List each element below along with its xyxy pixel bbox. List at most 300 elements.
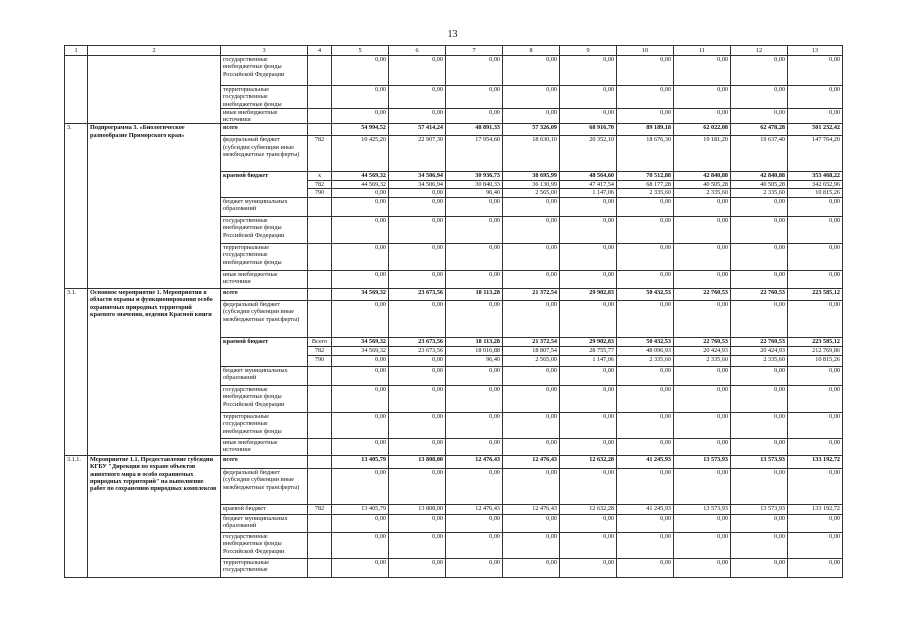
amount-cell: 21 372,54 xyxy=(503,289,560,301)
amount-cell: 0,00 xyxy=(389,367,446,386)
funding-source: государственные внебюджетные фонды Российской Федерации xyxy=(221,533,308,559)
column-header: 7 xyxy=(446,46,503,56)
item-name: Основное мероприятие 1. Мероприятия в области охраны и функционирования особо охраняемых природных территорий краевого значения, ведения Красной книги xyxy=(88,289,221,456)
amount-cell: 13 573,93 xyxy=(731,456,788,469)
budget-code xyxy=(308,533,332,559)
amount-cell: 47 417,54 xyxy=(560,180,617,188)
amount-cell: 57 326,09 xyxy=(503,124,560,136)
amount-cell: 0,00 xyxy=(788,198,843,217)
budget-code xyxy=(308,301,332,338)
table-row xyxy=(65,56,843,86)
amount-cell: 223 585,12 xyxy=(788,338,843,347)
amount-cell: 34 569,32 xyxy=(332,289,389,301)
budget-code xyxy=(308,198,332,217)
budget-code xyxy=(308,456,332,469)
funding-source: государственные внебюджетные фонды Российской Федерации xyxy=(221,56,308,86)
amount-cell: 0,00 xyxy=(731,244,788,271)
amount-cell: 0,00 xyxy=(560,386,617,413)
amount-cell: 147 764,20 xyxy=(788,136,843,172)
amount-cell: 0,00 xyxy=(788,86,843,109)
budget-code xyxy=(308,386,332,413)
budget-code: 782 xyxy=(308,505,332,515)
funding-source: территориальные государственные xyxy=(221,559,308,578)
amount-cell: 0,00 xyxy=(788,108,843,124)
amount-cell: 42 840,88 xyxy=(674,172,731,180)
budget-code: 790 xyxy=(308,189,332,198)
amount-cell: 0,00 xyxy=(617,367,674,386)
amount-cell: 0,00 xyxy=(674,367,731,386)
amount-cell: 20 424,93 xyxy=(731,347,788,356)
amount-cell: 2 335,60 xyxy=(674,189,731,198)
amount-cell: 18 676,30 xyxy=(617,136,674,172)
amount-cell: 12 476,43 xyxy=(446,456,503,469)
amount-cell: 0,00 xyxy=(731,439,788,456)
amount-cell: 50 432,53 xyxy=(617,289,674,301)
funding-source: территориальные государственные внебюджетные фонды xyxy=(221,86,308,109)
amount-cell: 0,00 xyxy=(503,367,560,386)
funding-source: краевой бюджет xyxy=(221,505,308,515)
amount-cell: 0,00 xyxy=(332,108,389,124)
column-header: 3 xyxy=(221,46,308,56)
amount-cell: 0,00 xyxy=(389,559,446,578)
budget-code xyxy=(308,108,332,124)
amount-cell: 0,00 xyxy=(503,271,560,289)
amount-cell: 68 177,28 xyxy=(617,180,674,188)
amount-cell: 0,00 xyxy=(560,108,617,124)
amount-cell: 17 954,60 xyxy=(446,136,503,172)
amount-cell: 12 476,43 xyxy=(503,456,560,469)
amount-cell: 0,00 xyxy=(617,301,674,338)
funding-source: территориальные государственные внебюджетные фонды xyxy=(221,413,308,439)
amount-cell: 2 335,60 xyxy=(731,189,788,198)
amount-cell: 34 569,32 xyxy=(332,347,389,356)
budget-code xyxy=(308,56,332,86)
amount-cell: 1 147,06 xyxy=(560,189,617,198)
funding-source: иные внебюджетные источники xyxy=(221,271,308,289)
amount-cell: 10 815,26 xyxy=(788,356,843,367)
amount-cell: 0,00 xyxy=(446,439,503,456)
page-number: 13 xyxy=(447,29,458,40)
amount-cell: 34 506,94 xyxy=(389,172,446,180)
amount-cell: 0,00 xyxy=(731,108,788,124)
amount-cell: 10 425,20 xyxy=(332,136,389,172)
table-body xyxy=(65,56,843,578)
amount-cell: 0,00 xyxy=(674,56,731,86)
column-header: 4 xyxy=(308,46,332,56)
item-number xyxy=(65,56,88,124)
amount-cell: 0,00 xyxy=(560,217,617,244)
amount-cell: 44 569,32 xyxy=(332,180,389,188)
amount-cell: 41 245,93 xyxy=(617,456,674,469)
amount-cell: 13 573,93 xyxy=(674,456,731,469)
amount-cell: 96,40 xyxy=(446,189,503,198)
amount-cell: 0,00 xyxy=(389,469,446,505)
amount-cell: 0,00 xyxy=(674,515,731,533)
amount-cell: 0,00 xyxy=(560,367,617,386)
amount-cell: 0,00 xyxy=(617,217,674,244)
amount-cell: 0,00 xyxy=(332,189,389,198)
funding-source: всего xyxy=(221,456,308,469)
budget-code xyxy=(308,413,332,439)
amount-cell: 0,00 xyxy=(332,198,389,217)
amount-cell: 2 565,00 xyxy=(503,189,560,198)
funding-source: бюджет муниципальных образований xyxy=(221,198,308,217)
amount-cell: 353 468,22 xyxy=(788,172,843,180)
amount-cell: 2 335,60 xyxy=(617,356,674,367)
amount-cell: 0,00 xyxy=(674,533,731,559)
amount-cell: 0,00 xyxy=(332,301,389,338)
amount-cell: 0,00 xyxy=(731,367,788,386)
budget-code: 782 xyxy=(308,136,332,172)
amount-cell: 0,00 xyxy=(731,413,788,439)
amount-cell: 23 673,56 xyxy=(389,289,446,301)
amount-cell: 0,00 xyxy=(503,244,560,271)
amount-cell: 0,00 xyxy=(389,515,446,533)
item-name: Подпрограмма 3. «Биологическое разнообразие Приморского края» xyxy=(88,124,221,289)
amount-cell: 0,00 xyxy=(446,533,503,559)
amount-cell: 19 637,40 xyxy=(731,136,788,172)
amount-cell: 0,00 xyxy=(788,301,843,338)
amount-cell: 0,00 xyxy=(674,108,731,124)
amount-cell: 0,00 xyxy=(446,217,503,244)
amount-cell: 212 769,86 xyxy=(788,347,843,356)
amount-cell: 18 630,10 xyxy=(503,136,560,172)
amount-cell: 0,00 xyxy=(332,56,389,86)
column-header: 9 xyxy=(560,46,617,56)
column-header: 13 xyxy=(788,46,843,56)
amount-cell: 0,00 xyxy=(503,533,560,559)
amount-cell: 0,00 xyxy=(503,86,560,109)
column-header: 10 xyxy=(617,46,674,56)
item-name xyxy=(88,56,221,124)
column-header: 5 xyxy=(332,46,389,56)
amount-cell: 0,00 xyxy=(560,469,617,505)
amount-cell: 0,00 xyxy=(389,271,446,289)
amount-cell: 0,00 xyxy=(560,86,617,109)
amount-cell: 0,00 xyxy=(446,469,503,505)
amount-cell: 0,00 xyxy=(674,469,731,505)
budget-code: Всего xyxy=(308,338,332,347)
amount-cell: 0,00 xyxy=(503,198,560,217)
amount-cell: 68 916,70 xyxy=(560,124,617,136)
table-row xyxy=(65,456,843,469)
column-header: 6 xyxy=(389,46,446,56)
funding-source: краевой бюджет xyxy=(221,338,308,367)
amount-cell: 0,00 xyxy=(788,413,843,439)
amount-cell: 2 335,60 xyxy=(617,189,674,198)
amount-cell: 0,00 xyxy=(560,559,617,578)
amount-cell: 0,00 xyxy=(788,439,843,456)
amount-cell: 0,00 xyxy=(731,56,788,86)
amount-cell: 0,00 xyxy=(389,189,446,198)
amount-cell: 133 192,72 xyxy=(788,456,843,469)
amount-cell: 0,00 xyxy=(503,301,560,338)
column-header: 1 xyxy=(65,46,88,56)
budget-code: 782 xyxy=(308,180,332,188)
amount-cell: 12 476,43 xyxy=(446,505,503,515)
item-number: 3.1. xyxy=(65,289,88,456)
amount-cell: 70 512,88 xyxy=(617,172,674,180)
amount-cell: 0,00 xyxy=(332,217,389,244)
budget-code xyxy=(308,244,332,271)
amount-cell: 12 476,43 xyxy=(503,505,560,515)
amount-cell: 0,00 xyxy=(503,469,560,505)
amount-cell: 0,00 xyxy=(332,86,389,109)
amount-cell: 0,00 xyxy=(674,198,731,217)
amount-cell: 0,00 xyxy=(332,367,389,386)
amount-cell: 0,00 xyxy=(617,86,674,109)
amount-cell: 0,00 xyxy=(617,559,674,578)
amount-cell: 13 573,93 xyxy=(674,505,731,515)
amount-cell: 0,00 xyxy=(389,86,446,109)
amount-cell: 501 232,42 xyxy=(788,124,843,136)
amount-cell: 0,00 xyxy=(446,271,503,289)
amount-cell: 0,00 xyxy=(389,386,446,413)
amount-cell: 0,00 xyxy=(731,86,788,109)
amount-cell: 19 181,20 xyxy=(674,136,731,172)
amount-cell: 62 478,28 xyxy=(731,124,788,136)
amount-cell: 0,00 xyxy=(389,198,446,217)
amount-cell: 48 564,60 xyxy=(560,172,617,180)
amount-cell: 0,00 xyxy=(503,108,560,124)
amount-cell: 0,00 xyxy=(503,56,560,86)
amount-cell: 0,00 xyxy=(503,217,560,244)
amount-cell: 0,00 xyxy=(389,356,446,367)
amount-cell: 0,00 xyxy=(560,413,617,439)
amount-cell: 0,00 xyxy=(788,386,843,413)
budget-code xyxy=(308,86,332,109)
amount-cell: 0,00 xyxy=(446,559,503,578)
amount-cell: 342 652,96 xyxy=(788,180,843,188)
funding-source: иные внебюджетные источники xyxy=(221,439,308,456)
amount-cell: 22 760,53 xyxy=(674,289,731,301)
amount-cell: 0,00 xyxy=(674,439,731,456)
item-number: 3. xyxy=(65,124,88,289)
amount-cell: 0,00 xyxy=(389,56,446,86)
amount-cell: 0,00 xyxy=(731,533,788,559)
amount-cell: 0,00 xyxy=(617,271,674,289)
amount-cell: 0,00 xyxy=(617,515,674,533)
amount-cell: 0,00 xyxy=(560,271,617,289)
amount-cell: 0,00 xyxy=(560,533,617,559)
funding-source: краевой бюджет xyxy=(221,172,308,198)
amount-cell: 0,00 xyxy=(446,386,503,413)
amount-cell: 0,00 xyxy=(503,439,560,456)
budget-code xyxy=(308,217,332,244)
amount-cell: 0,00 xyxy=(617,108,674,124)
amount-cell: 40 505,28 xyxy=(731,180,788,188)
amount-cell: 54 994,52 xyxy=(332,124,389,136)
column-header: 12 xyxy=(731,46,788,56)
amount-cell: 10 815,26 xyxy=(788,189,843,198)
budget-code: 790 xyxy=(308,356,332,367)
budget-table xyxy=(64,45,843,578)
amount-cell: 0,00 xyxy=(503,386,560,413)
amount-cell: 0,00 xyxy=(332,515,389,533)
amount-cell: 0,00 xyxy=(446,413,503,439)
amount-cell: 48 891,33 xyxy=(446,124,503,136)
amount-cell: 0,00 xyxy=(731,515,788,533)
amount-cell: 0,00 xyxy=(560,198,617,217)
amount-cell: 22 760,53 xyxy=(674,338,731,347)
amount-cell: 0,00 xyxy=(788,244,843,271)
amount-cell: 0,00 xyxy=(446,56,503,86)
amount-cell: 0,00 xyxy=(731,217,788,244)
amount-cell: 12 632,28 xyxy=(560,505,617,515)
amount-cell: 0,00 xyxy=(332,356,389,367)
amount-cell: 34 506,94 xyxy=(389,180,446,188)
budget-code xyxy=(308,289,332,301)
column-header: 8 xyxy=(503,46,560,56)
item-name: Мероприятие 1.1. Предоставление субсидии КГБУ "Дирекция по охране объектов животного мира и особо охраняемых природных территорий" на выполнение работ по сохранению природных комплексов xyxy=(88,456,221,578)
amount-cell: 28 755,77 xyxy=(560,347,617,356)
amount-cell: 18 016,88 xyxy=(446,347,503,356)
amount-cell: 0,00 xyxy=(389,108,446,124)
amount-cell: 0,00 xyxy=(788,559,843,578)
amount-cell: 0,00 xyxy=(731,559,788,578)
amount-cell: 13 808,00 xyxy=(389,456,446,469)
table-row xyxy=(65,124,843,136)
amount-cell: 0,00 xyxy=(674,413,731,439)
amount-cell: 0,00 xyxy=(560,301,617,338)
amount-cell: 0,00 xyxy=(617,244,674,271)
funding-source: федеральный бюджет (субсидии субвенции иные межбюджетные трансферты) xyxy=(221,136,308,172)
amount-cell: 0,00 xyxy=(503,515,560,533)
column-header: 11 xyxy=(674,46,731,56)
amount-cell: 0,00 xyxy=(674,244,731,271)
amount-cell: 0,00 xyxy=(332,386,389,413)
amount-cell: 30 936,73 xyxy=(446,172,503,180)
amount-cell: 0,00 xyxy=(674,386,731,413)
budget-code: х xyxy=(308,172,332,180)
amount-cell: 96,40 xyxy=(446,356,503,367)
amount-cell: 13 808,00 xyxy=(389,505,446,515)
budget-code xyxy=(308,559,332,578)
funding-source: иные внебюджетные источники xyxy=(221,108,308,124)
amount-cell: 57 414,24 xyxy=(389,124,446,136)
funding-source: всего xyxy=(221,124,308,136)
amount-cell: 36 130,99 xyxy=(503,180,560,188)
amount-cell: 0,00 xyxy=(389,244,446,271)
amount-cell: 18 113,28 xyxy=(446,289,503,301)
funding-source: бюджет муниципальных образований xyxy=(221,367,308,386)
amount-cell: 0,00 xyxy=(560,439,617,456)
amount-cell: 0,00 xyxy=(674,559,731,578)
funding-source: территориальные государственные внебюджетные фонды xyxy=(221,244,308,271)
funding-source: государственные внебюджетные фонды Российской Федерации xyxy=(221,217,308,244)
amount-cell: 0,00 xyxy=(788,515,843,533)
amount-cell: 0,00 xyxy=(332,533,389,559)
amount-cell: 0,00 xyxy=(617,439,674,456)
amount-cell: 0,00 xyxy=(446,367,503,386)
amount-cell: 0,00 xyxy=(332,559,389,578)
amount-cell: 62 022,08 xyxy=(674,124,731,136)
amount-cell: 0,00 xyxy=(788,271,843,289)
amount-cell: 38 695,99 xyxy=(503,172,560,180)
budget-code xyxy=(308,469,332,505)
amount-cell: 0,00 xyxy=(788,533,843,559)
budget-code xyxy=(308,515,332,533)
amount-cell: 18 113,28 xyxy=(446,338,503,347)
amount-cell: 0,00 xyxy=(560,56,617,86)
amount-cell: 0,00 xyxy=(332,469,389,505)
amount-cell: 0,00 xyxy=(731,386,788,413)
amount-cell: 0,00 xyxy=(617,386,674,413)
amount-cell: 0,00 xyxy=(788,367,843,386)
amount-cell: 44 569,32 xyxy=(332,172,389,180)
amount-cell: 23 673,56 xyxy=(389,347,446,356)
amount-cell: 34 569,32 xyxy=(332,338,389,347)
amount-cell: 0,00 xyxy=(788,217,843,244)
amount-cell: 0,00 xyxy=(617,56,674,86)
amount-cell: 30 840,33 xyxy=(446,180,503,188)
amount-cell: 0,00 xyxy=(617,533,674,559)
budget-code xyxy=(308,271,332,289)
amount-cell: 29 902,83 xyxy=(560,338,617,347)
amount-cell: 133 192,72 xyxy=(788,505,843,515)
amount-cell: 0,00 xyxy=(446,198,503,217)
amount-cell: 0,00 xyxy=(674,271,731,289)
funding-source: федеральный бюджет (субсидии субвенции иные межбюджетные трансферты) xyxy=(221,469,308,505)
amount-cell: 0,00 xyxy=(731,198,788,217)
amount-cell: 20 352,10 xyxy=(560,136,617,172)
amount-cell: 22 760,53 xyxy=(731,289,788,301)
amount-cell: 0,00 xyxy=(560,515,617,533)
amount-cell: 50 432,53 xyxy=(617,338,674,347)
amount-cell: 0,00 xyxy=(503,413,560,439)
amount-cell: 48 096,93 xyxy=(617,347,674,356)
amount-cell: 29 902,83 xyxy=(560,289,617,301)
funding-source: бюджет муниципальных образований xyxy=(221,515,308,533)
amount-cell: 0,00 xyxy=(332,413,389,439)
budget-code: 782 xyxy=(308,347,332,356)
amount-cell: 0,00 xyxy=(788,469,843,505)
funding-source: всего xyxy=(221,289,308,301)
amount-cell: 1 147,06 xyxy=(560,356,617,367)
amount-cell: 0,00 xyxy=(389,439,446,456)
amount-cell: 0,00 xyxy=(617,413,674,439)
amount-cell: 40 505,28 xyxy=(674,180,731,188)
header-row xyxy=(65,46,843,56)
column-header: 2 xyxy=(88,46,221,56)
budget-code xyxy=(308,124,332,136)
amount-cell: 0,00 xyxy=(389,301,446,338)
amount-cell: 23 673,56 xyxy=(389,338,446,347)
funding-source: государственные внебюджетные фонды Российской Федерации xyxy=(221,386,308,413)
amount-cell: 0,00 xyxy=(446,244,503,271)
amount-cell: 0,00 xyxy=(788,56,843,86)
amount-cell: 0,00 xyxy=(674,301,731,338)
amount-cell: 0,00 xyxy=(389,533,446,559)
funding-source: федеральный бюджет (субсидии субвенции иные межбюджетные трансферты) xyxy=(221,301,308,338)
amount-cell: 2 565,00 xyxy=(503,356,560,367)
amount-cell: 0,00 xyxy=(446,515,503,533)
amount-cell: 223 585,12 xyxy=(788,289,843,301)
amount-cell: 22 907,30 xyxy=(389,136,446,172)
amount-cell: 0,00 xyxy=(617,198,674,217)
amount-cell: 42 840,88 xyxy=(731,172,788,180)
item-number: 3.1.1. xyxy=(65,456,88,578)
amount-cell: 2 335,60 xyxy=(731,356,788,367)
amount-cell: 20 424,93 xyxy=(674,347,731,356)
amount-cell: 0,00 xyxy=(332,244,389,271)
amount-cell: 0,00 xyxy=(674,217,731,244)
amount-cell: 22 760,53 xyxy=(731,338,788,347)
amount-cell: 21 372,54 xyxy=(503,338,560,347)
amount-cell: 0,00 xyxy=(446,301,503,338)
amount-cell: 0,00 xyxy=(674,86,731,109)
table-row xyxy=(65,289,843,301)
